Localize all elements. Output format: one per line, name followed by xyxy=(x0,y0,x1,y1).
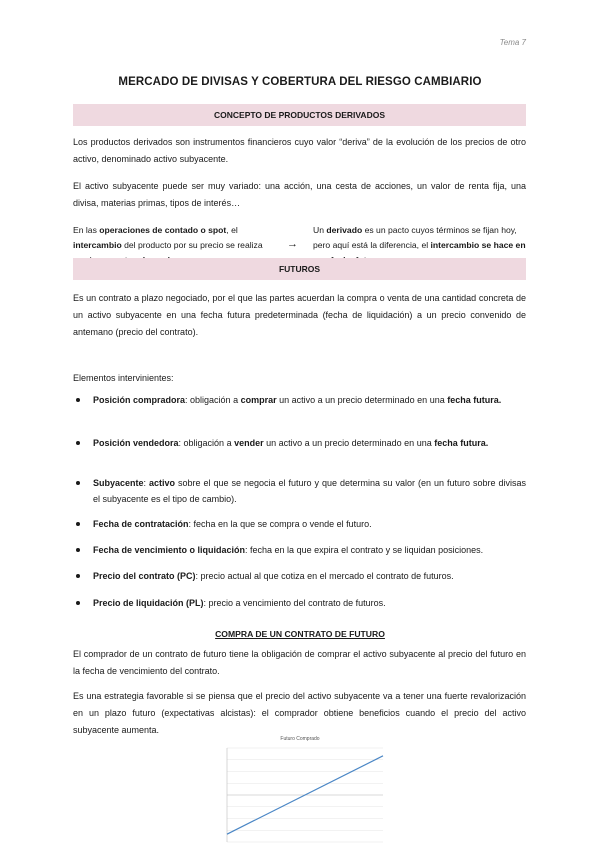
list-item xyxy=(73,392,526,408)
spot-text-2: , el xyxy=(226,225,238,235)
paragraph-activo-subyacente: El activo subyacente puede ser muy variado: una acción, una cesta de acciones, un valor de renta fija, una divisa, materias primas, tipos de interés… xyxy=(73,181,526,208)
bullet-icon xyxy=(76,601,80,605)
paragraph-comprador-obligacion: El comprador de un contrato de futuro tiene la obligación de comprar el activo subyacente al precio del futuro en la fecha de vencimiento del contrato. xyxy=(73,649,526,676)
bullet-text-2: un activo a un precio determinado en una xyxy=(263,438,435,448)
bullet-emphasis: activo xyxy=(149,478,176,488)
bullet-text: : obligación a xyxy=(185,395,241,405)
paragraph-futuros-definicion: Es un contrato a plazo negociado, por el que las partes acuerdan la compra o venta de una cantidad concreta de un activo subyacente en una fecha futura predeterminada (fecha de liquidación) a un precio convenido de antemano (precio del contrato). xyxy=(73,293,526,337)
bullet-term: Posición vendedora xyxy=(93,438,179,448)
elements-label: Elementos intervinientes: xyxy=(73,373,174,383)
bullet-text: : xyxy=(143,478,150,488)
bullet-emphasis: vender xyxy=(234,438,264,448)
list-item xyxy=(73,435,526,451)
futuro-comprado-chart xyxy=(205,734,395,848)
list-item xyxy=(73,595,526,611)
list-item xyxy=(73,475,526,507)
bullet-text-2: sobre el que se negocia el futuro y que determina su valor (en un futuro sobre divisas el subyacente es el tipo de cambio). xyxy=(93,478,526,504)
bullet-icon xyxy=(76,441,80,445)
bullet-emphasis-2: fecha futura. xyxy=(434,438,489,448)
bullet-icon xyxy=(76,522,80,526)
bullet-term: Precio de liquidación (PL) xyxy=(93,598,204,608)
derivado-text-2: es un pacto cuyos términos se fijan hoy, pero aquí está la diferencia, el xyxy=(313,225,517,250)
right-arrow-icon: → xyxy=(287,238,298,250)
bullet-term: Posición compradora xyxy=(93,395,186,405)
paragraph-estrategia-favorable: Es una estrategia favorable si se piensa que el precio del activo subyacente va a tener una fuerte revalorización en un plazo futuro (expectativas alcistas): el comprador obtiene beneficios cuando el precio del activo subyacente aumenta. xyxy=(73,691,526,735)
bullet-text: : precio actual al que cotiza en el mercado el contrato de futuros. xyxy=(195,571,454,581)
bullet-text: : fecha en la que se compra o vende el futuro. xyxy=(188,519,372,529)
derivado-text-1: Un xyxy=(313,225,327,235)
section-heading-futuros: FUTUROS xyxy=(73,258,526,280)
bullet-term: Precio del contrato (PC) xyxy=(93,571,196,581)
derivado-bold-2: intercambio se hace en xyxy=(430,240,526,250)
list-item xyxy=(73,516,526,532)
section-heading-derivados: CONCEPTO DE PRODUCTOS DERIVADOS xyxy=(73,104,526,126)
spot-bold-2: intercambio xyxy=(73,240,122,250)
bullet-icon xyxy=(76,574,80,578)
bullet-text-2: un activo a un precio determinado en una xyxy=(276,395,448,405)
bullet-text: : precio a vencimiento del contrato de futuros. xyxy=(203,598,386,608)
bullet-icon xyxy=(76,398,80,402)
bullet-term: Fecha de vencimiento o liquidación xyxy=(93,545,246,555)
bullet-text: : obligación a xyxy=(178,438,235,448)
bullet-term: Subyacente xyxy=(93,478,144,488)
bullet-term: Fecha de contratación xyxy=(93,519,189,529)
bullet-emphasis: comprar xyxy=(240,395,277,405)
spot-text-1: En las xyxy=(73,225,100,235)
derivado-bold-1: derivado xyxy=(326,225,363,235)
subsection-heading-compra-futuro: COMPRA DE UN CONTRATO DE FUTURO xyxy=(215,629,385,639)
chart-title: Futuro Comprado xyxy=(280,736,320,742)
document-title: MERCADO DE DIVISAS Y COBERTURA DEL RIESGO CAMBIARIO xyxy=(118,76,482,88)
bullet-icon xyxy=(76,481,80,485)
spot-bold-1: operaciones de contado o spot xyxy=(99,225,227,235)
list-item xyxy=(73,568,526,584)
chapter-note: Tema 7 xyxy=(499,38,526,47)
bullet-emphasis-2: fecha futura. xyxy=(447,395,502,405)
bullet-icon xyxy=(76,548,80,552)
bullet-text: : fecha en la que expira el contrato y se liquidan posiciones. xyxy=(245,545,484,555)
spot-text-3: del producto por su precio se realiza xyxy=(124,240,263,250)
paragraph-derivados-definicion: Los productos derivados son instrumentos financieros cuyo valor “deriva” de la evolución de los precios de otro activo, denominado activo subyacente. xyxy=(73,137,526,164)
list-item xyxy=(73,542,526,558)
